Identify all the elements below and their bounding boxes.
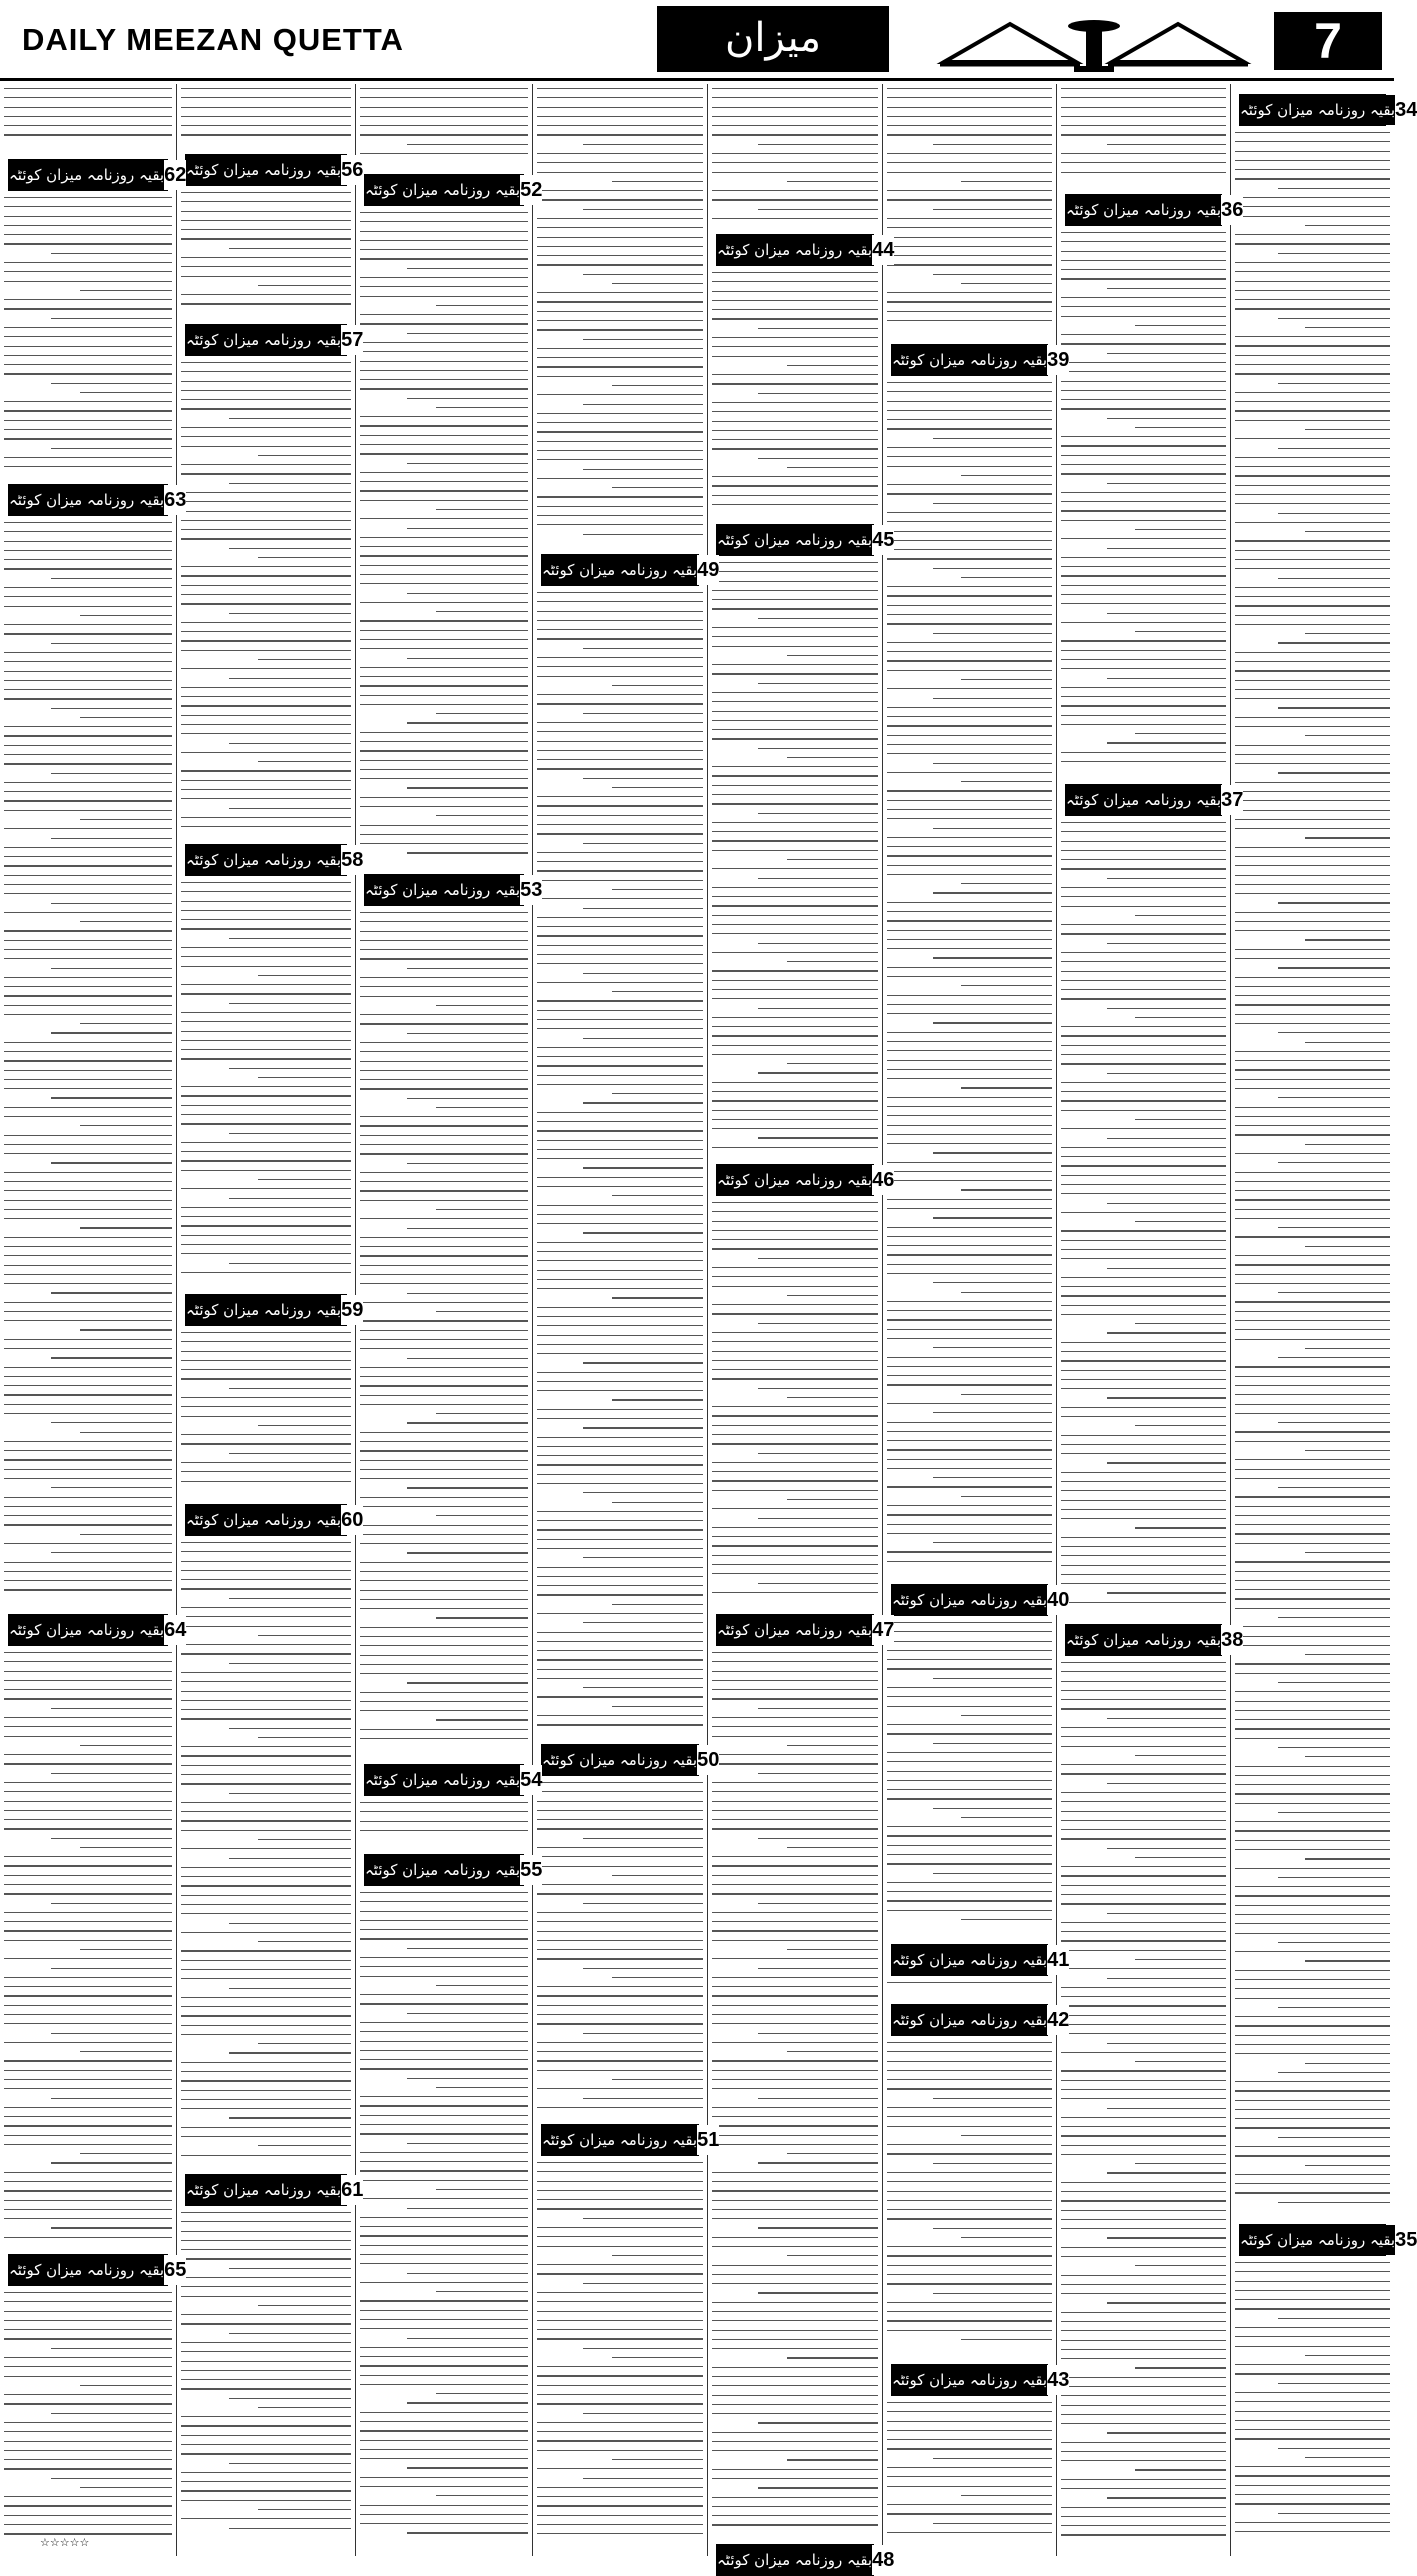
article-text-block <box>181 882 351 1281</box>
section-number: 42 <box>1047 2005 1069 2035</box>
continuation-header <box>364 874 543 906</box>
section-label: بقیہ روزنامہ میزان کوئٹہ <box>1066 195 1221 225</box>
section-label: بقیہ روزنامہ میزان کوئٹہ <box>892 1585 1047 1615</box>
article-text-block <box>4 88 172 144</box>
section-label: بقیہ روزنامہ میزان کوئٹہ <box>186 845 341 875</box>
article-text-block <box>887 88 1052 329</box>
continuation-header <box>185 324 364 356</box>
section-label: بقیہ روزنامہ میزان کوئٹہ <box>892 2365 1047 2395</box>
continuation-header <box>185 844 364 876</box>
article-text-block <box>181 2212 351 2537</box>
section-label: بقیہ روزنامہ میزان کوئٹہ <box>1066 1625 1221 1655</box>
section-number: 38 <box>1221 1625 1243 1655</box>
article-text-block <box>360 1802 528 1839</box>
urdu-logo: میزان <box>657 6 889 72</box>
article-text-block <box>887 2402 1052 2541</box>
news-column <box>176 84 364 2556</box>
section-number: 64 <box>164 1615 186 1645</box>
article-text-block <box>1061 88 1226 181</box>
section-label: بقیہ روزنامہ میزان کوئٹہ <box>365 1855 520 1885</box>
article-text-block <box>360 912 528 1747</box>
section-label: بقیہ روزنامہ میزان کوئٹہ <box>9 2255 164 2285</box>
continuation-header <box>716 1164 895 1196</box>
news-column <box>882 84 1070 2556</box>
article-text-block <box>887 1982 1052 1991</box>
continuation-header <box>185 2174 364 2206</box>
article-text-block <box>181 1332 351 1490</box>
newspaper-title: DAILY MEEZAN QUETTA <box>22 22 404 57</box>
article-text-block <box>537 1782 703 2116</box>
continuation-header <box>1239 94 1417 126</box>
section-label: بقیہ روزنامہ میزان کوئٹہ <box>186 2175 341 2205</box>
article-text-block <box>181 88 351 144</box>
news-column <box>0 84 187 2556</box>
section-label: بقیہ روزنامہ میزان کوئٹہ <box>186 1295 341 1325</box>
section-number: 36 <box>1221 195 1243 225</box>
continuation-header <box>891 2004 1070 2036</box>
continuation-header <box>1065 194 1244 226</box>
continuation-header <box>716 2544 895 2576</box>
section-number: 39 <box>1047 345 1069 375</box>
section-number: 50 <box>697 1745 719 1775</box>
section-number: 49 <box>697 555 719 585</box>
section-label: بقیہ روزنامہ میزان کوئٹہ <box>892 1945 1047 1975</box>
section-number: 37 <box>1221 785 1243 815</box>
article-text-block <box>4 1652 172 2246</box>
section-label: بقیہ روزنامہ میزان کوئٹہ <box>1240 2225 1395 2255</box>
article-text-block <box>1061 232 1226 770</box>
continuation-header <box>716 524 895 556</box>
continuation-header <box>541 554 720 586</box>
section-label: بقیہ روزنامہ میزان کوئٹہ <box>717 525 872 555</box>
article-text-block <box>712 562 878 1156</box>
end-mark: ☆☆☆☆☆ <box>40 2536 90 2549</box>
continuation-header <box>364 1764 543 1796</box>
continuation-header <box>541 2124 720 2156</box>
scales-of-justice-icon <box>940 18 1248 72</box>
section-number: 58 <box>341 845 363 875</box>
article-text-block <box>537 88 703 543</box>
section-label: بقیہ روزنامہ میزان کوئٹہ <box>892 2005 1047 2035</box>
news-column <box>532 84 720 2556</box>
continuation-header <box>716 1614 895 1646</box>
section-label: بقیہ روزنامہ میزان کوئٹہ <box>365 875 520 905</box>
section-number: 46 <box>872 1165 894 1195</box>
continuation-header <box>1065 784 1244 816</box>
continuation-header <box>185 1294 364 1326</box>
section-number: 44 <box>872 235 894 265</box>
article-text-block <box>1061 1662 1226 2544</box>
article-text-block <box>360 1892 528 2542</box>
continuation-header <box>364 174 543 206</box>
continuation-header <box>891 1944 1070 1976</box>
section-number: 52 <box>520 175 542 205</box>
section-label: بقیہ روزنامہ میزان کوئٹہ <box>1240 95 1395 125</box>
news-column <box>1230 84 1417 2556</box>
continuation-header <box>1065 1624 1244 1656</box>
section-label: بقیہ روزنامہ میزان کوئٹہ <box>9 1615 164 1645</box>
article-text-block <box>887 1622 1052 1928</box>
article-text-block <box>1235 132 1390 2211</box>
article-text-block <box>4 2292 172 2543</box>
article-text-block <box>712 272 878 513</box>
section-label: بقیہ روزنامہ میزان کوئٹہ <box>542 1745 697 1775</box>
continuation-header <box>8 2254 187 2286</box>
masthead <box>0 0 1394 81</box>
section-label: بقیہ روزنامہ میزان کوئٹہ <box>186 155 341 185</box>
article-text-block <box>360 88 528 162</box>
article-text-block <box>1061 822 1226 1611</box>
section-number: 59 <box>341 1295 363 1325</box>
continuation-header <box>364 1854 543 1886</box>
section-number: 60 <box>341 1505 363 1535</box>
section-number: 43 <box>1047 2365 1069 2395</box>
section-number: 35 <box>1395 2225 1417 2255</box>
section-number: 63 <box>164 485 186 515</box>
article-text-block <box>181 362 351 835</box>
continuation-header <box>8 484 187 516</box>
article-text-block <box>537 592 703 1734</box>
article-text-block <box>887 2042 1052 2348</box>
continuation-header <box>716 234 895 266</box>
section-label: بقیہ روزنامہ میزان کوئٹہ <box>365 175 520 205</box>
article-text-block <box>887 382 1052 1570</box>
article-text-block <box>360 212 528 862</box>
section-number: 48 <box>872 2545 894 2575</box>
continuation-header <box>541 1744 720 1776</box>
section-number: 65 <box>164 2255 186 2285</box>
continuation-header <box>8 159 187 191</box>
section-number: 40 <box>1047 1585 1069 1615</box>
article-text-block <box>181 192 351 313</box>
continuation-header <box>891 1584 1070 1616</box>
section-number: 45 <box>872 525 894 555</box>
news-column <box>355 84 543 2556</box>
section-label: بقیہ روزنامہ میزان کوئٹہ <box>892 345 1047 375</box>
section-number: 53 <box>520 875 542 905</box>
continuation-header <box>1239 2224 1417 2256</box>
section-number: 62 <box>164 160 186 190</box>
section-number: 54 <box>520 1765 542 1795</box>
section-label: بقیہ روزنامہ میزان کوئٹہ <box>1066 785 1221 815</box>
news-column <box>707 84 895 2571</box>
section-label: بقیہ روزنامہ میزان کوئٹہ <box>542 2125 697 2155</box>
section-label: بقیہ روزنامہ میزان کوئٹہ <box>717 1165 872 1195</box>
news-column <box>1056 84 1244 2556</box>
section-label: بقیہ روزنامہ میزان کوئٹہ <box>717 235 872 265</box>
article-text-block <box>181 1542 351 2164</box>
columns-grid <box>0 84 1417 2571</box>
section-number: 51 <box>697 2125 719 2155</box>
article-text-block <box>537 2162 703 2543</box>
article-text-block <box>712 1202 878 1601</box>
section-label: بقیہ روزنامہ میزان کوئٹہ <box>365 1765 520 1795</box>
section-number: 55 <box>520 1855 542 1885</box>
article-text-block <box>4 197 172 475</box>
section-number: 56 <box>341 155 363 185</box>
article-text-block <box>712 1652 878 2534</box>
section-label: بقیہ روزنامہ میزان کوئٹہ <box>542 555 697 585</box>
continuation-header <box>891 344 1070 376</box>
page-number: 7 <box>1274 12 1382 70</box>
article-text-block <box>712 88 878 227</box>
section-number: 34 <box>1395 95 1417 125</box>
section-number: 61 <box>341 2175 363 2205</box>
continuation-header <box>891 2364 1070 2396</box>
article-text-block <box>4 522 172 1599</box>
section-label: بقیہ روزنامہ میزان کوئٹہ <box>9 160 164 190</box>
section-label: بقیہ روزنامہ میزان کوئٹہ <box>717 2545 872 2575</box>
section-number: 57 <box>341 325 363 355</box>
continuation-header <box>185 154 364 186</box>
section-number: 41 <box>1047 1945 1069 1975</box>
article-text-block <box>1235 2262 1390 2540</box>
section-label: بقیہ روزنامہ میزان کوئٹہ <box>9 485 164 515</box>
section-label: بقیہ روزنامہ میزان کوئٹہ <box>186 1505 341 1535</box>
continuation-header <box>185 1504 364 1536</box>
section-label: بقیہ روزنامہ میزان کوئٹہ <box>717 1615 872 1645</box>
section-label: بقیہ روزنامہ میزان کوئٹہ <box>186 325 341 355</box>
section-number: 47 <box>872 1615 894 1645</box>
continuation-header <box>8 1614 187 1646</box>
